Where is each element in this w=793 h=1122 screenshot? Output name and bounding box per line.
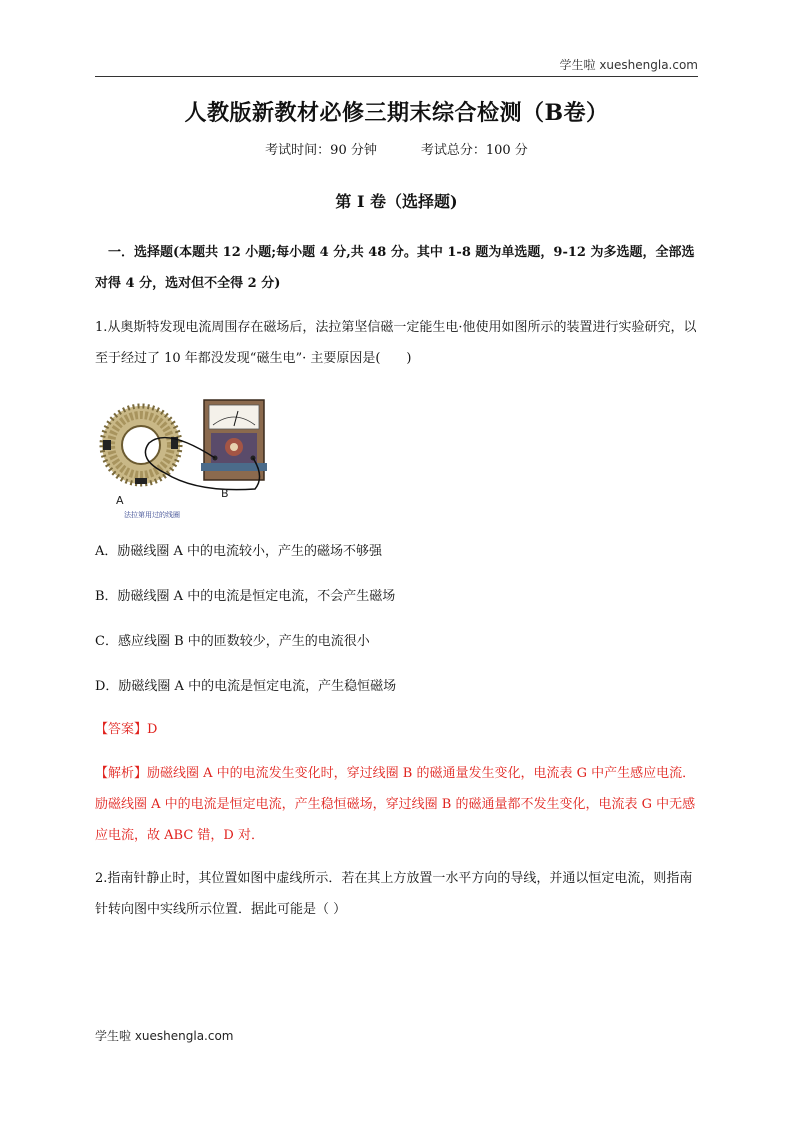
q1-option-c: C．感应线圈 B 中的匝数较少，产生的电流很小 bbox=[95, 634, 370, 649]
exam-info bbox=[0, 139, 793, 158]
section-intro: 一．选择题(本题共 12 小题;每小题 4 分,共 48 分。其中 1-8 题为单选题，9-12 为多选题，全部选对得 4 分，选对但不全得 2 分) bbox=[95, 245, 695, 291]
faraday-coil-figure bbox=[97, 395, 272, 520]
question-2-stem: 2.指南针静止时，其位置如图中虚线所示．若在其上方放置一水平方向的导线，并通以恒定电流，则指南针转向图中实线所示位置．据此可能是（ ） bbox=[95, 871, 693, 917]
label-a: A bbox=[116, 494, 124, 507]
q1-option-a: A．励磁线圈 A 中的电流较小，产生的磁场不够强 bbox=[95, 544, 383, 559]
exam-time: 考试时间：90 分钟 bbox=[265, 143, 377, 158]
faraday-coil-illustration bbox=[97, 395, 272, 520]
label-b: B bbox=[221, 487, 229, 500]
q1-option-b: B．励磁线圈 A 中的电流是恒定电流，不会产生磁场 bbox=[95, 589, 396, 604]
q1-analysis: 【解析】励磁线圈 A 中的电流发生变化时，穿过线圈 B 的磁通量发生变化，电流表 G 中产生感应电流．励磁线圈 A 中的电流是恒定电流，产生稳恒磁场，穿过线圈 B 的磁通量都不发生变化，电流表 G 中无感应电流，故 ABC 错，D 对． bbox=[95, 766, 696, 843]
q1-option-d: D．励磁线圈 A 中的电流是恒定电流，产生稳恒磁场 bbox=[95, 679, 397, 694]
question-1-stem: 1.从奥斯特发现电流周围存在磁场后，法拉第坚信磁一定能生电·他使用如图所示的装置进行实验研究，以至于经过了 10 年都没发现“磁生电”· 主要原因是( ) bbox=[95, 320, 697, 366]
page-title: 人教版新教材必修三期末综合检测（B卷） bbox=[184, 100, 609, 126]
part-title: 第 I 卷（选择题) bbox=[335, 192, 458, 211]
q1-answer: 【答案】D bbox=[95, 722, 158, 737]
header-site-label: 学生啦 xueshengla.com bbox=[559, 58, 698, 72]
exam-score: 考试总分：100 分 bbox=[420, 143, 528, 158]
footer-site-label: 学生啦 xueshengla.com bbox=[95, 1029, 234, 1043]
header-divider bbox=[95, 76, 698, 77]
figure-caption: 法拉第用过的线圈 bbox=[124, 511, 180, 519]
